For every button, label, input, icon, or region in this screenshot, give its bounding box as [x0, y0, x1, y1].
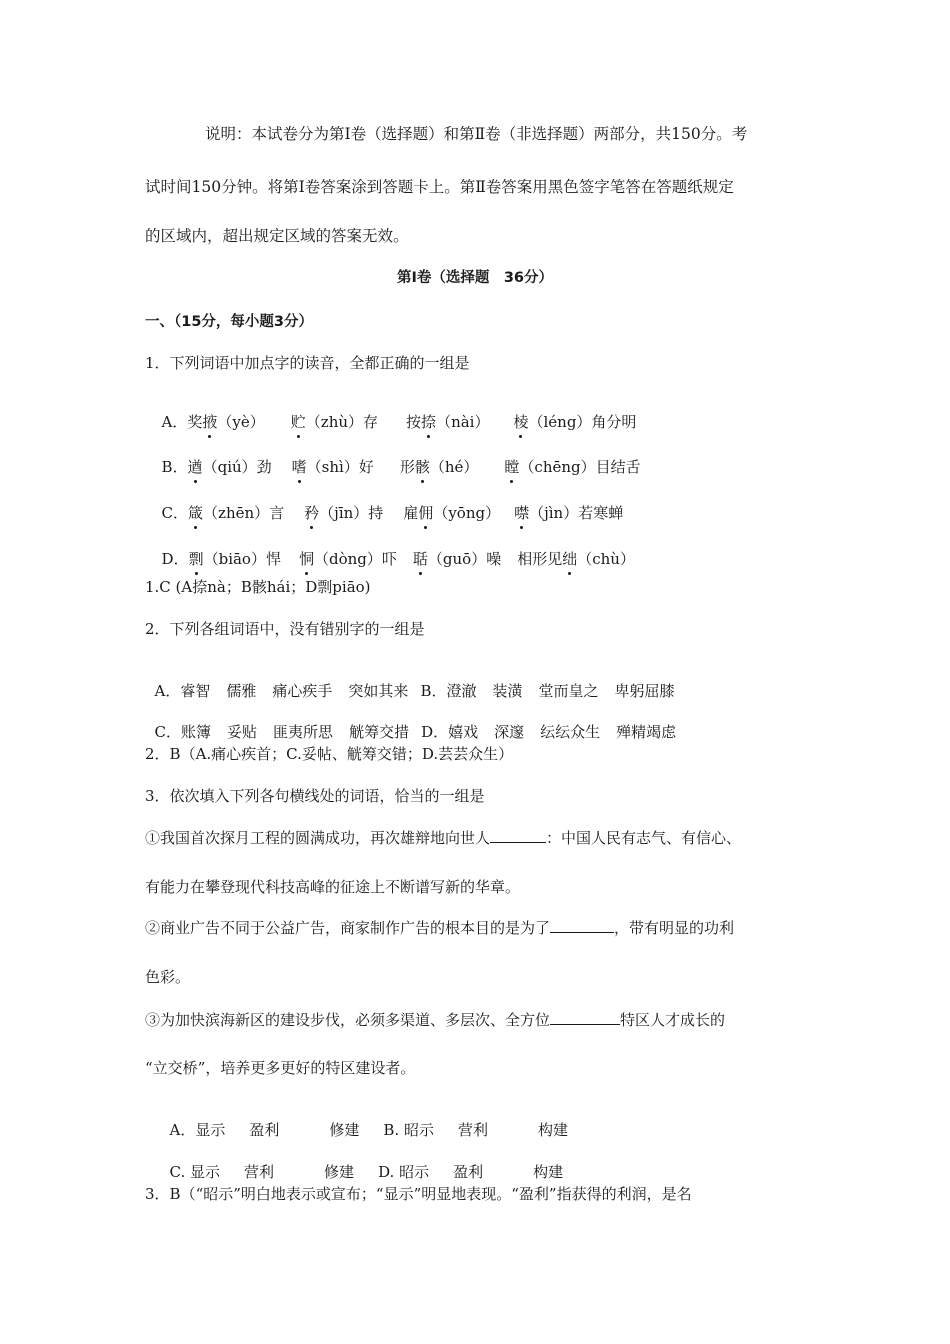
q3-stem: 3．依次填入下列各句横线处的词语，恰当的一组是	[145, 787, 485, 805]
q3-option: 营利	[457, 1121, 488, 1139]
intro-line-1: 说明：本试卷分为第Ⅰ卷（选择题）和第Ⅱ卷（非选择题）两部分，共150分。考	[205, 125, 748, 143]
q3-option: D. 昭示	[378, 1163, 430, 1181]
dotted-char: 佣	[418, 504, 434, 522]
dotted-char: 捺	[421, 413, 437, 431]
q3-sentence-2	[145, 918, 734, 938]
answer-blank	[490, 828, 546, 843]
pinyin: （léng）角分明	[528, 413, 637, 431]
option-label: C．	[161, 504, 189, 522]
q3-option: 营利	[244, 1163, 275, 1181]
pinyin: （jìn）若寒蝉	[529, 504, 624, 522]
dotted-char: 聒	[412, 550, 428, 568]
q3-options-cd	[160, 1142, 563, 1182]
pinyin: （zhù）存	[305, 413, 379, 431]
word-part: 雇	[403, 504, 419, 522]
pinyin: （biāo）悍	[203, 550, 281, 568]
q3-options-ab	[160, 1100, 568, 1140]
q2-stem: 2．下列各组词语中，没有错别字的一组是	[145, 620, 425, 638]
q2-word: 儒雅	[226, 682, 257, 700]
dotted-char: 掖	[202, 413, 218, 431]
option-label: A．	[161, 413, 188, 431]
q2-word: 堂而皇之	[538, 682, 599, 700]
sentence-text: ②商业广告不同于公益广告，商家制作广告的根本目的是为了	[145, 919, 551, 937]
q2-word: A．睿智	[154, 682, 211, 700]
word-part: 相形见	[517, 550, 563, 568]
sentence-text: 特区人才成长的	[620, 1011, 726, 1029]
pinyin: （zhēn）言	[203, 504, 285, 522]
pinyin: （jīn）持	[319, 504, 384, 522]
q3-sentence-1	[145, 828, 741, 848]
q2-word: 妥贴	[227, 723, 258, 741]
q3-sentence-2-cont: 色彩。	[145, 968, 191, 986]
q3-option: B. 昭示	[383, 1121, 434, 1139]
q3-sentence-1-cont: 有能力在攀登现代科技高峰的征途上不断谱写新的华章。	[145, 878, 521, 896]
answer-blank	[550, 1010, 620, 1025]
dotted-char: 噤	[514, 504, 530, 522]
q2-word: D．嬉戏	[421, 723, 479, 741]
sentence-text: ③为加快滨海新区的建设步伐，必须多渠道、多层次、全方位	[145, 1011, 551, 1029]
dotted-char: 绌	[562, 550, 578, 568]
option-label: D．	[161, 550, 189, 568]
q2-row-2	[145, 702, 676, 742]
q3-option: 盈利	[249, 1121, 280, 1139]
pinyin: （hé）	[429, 458, 479, 476]
q1-option-a	[152, 392, 636, 432]
q3-sentence-3	[145, 1010, 725, 1030]
dotted-char: 嗜	[291, 458, 307, 476]
pinyin: （guō）噪	[427, 550, 502, 568]
q2-answer: 2．B（A.痛心疾首；C.妥帖、觥筹交错；D.芸芸众生）	[145, 745, 514, 763]
dotted-char: 骸	[414, 458, 430, 476]
word-part: 奖	[187, 413, 203, 431]
q3-answer: 3．B（“昭示”明白地表示或宣布；“显示”明显地表现。“盈利”指获得的利润，是名	[145, 1185, 692, 1203]
q2-word: 觥筹交措	[349, 723, 410, 741]
pinyin: （nài）	[436, 413, 490, 431]
q3-option: 盈利	[453, 1163, 484, 1181]
q3-option: A．显示	[169, 1121, 226, 1139]
intro-line-2: 试时间150分钟。将第Ⅰ卷答案涂到答题卡上。第Ⅱ卷答案用黑色签字笔答在答题纸规定	[145, 178, 734, 196]
dotted-char: 棱	[513, 413, 529, 431]
q3-option: 构建	[538, 1121, 569, 1139]
pinyin: （dòng）吓	[313, 550, 397, 568]
part-heading: 一、（15分，每小题3分）	[145, 314, 314, 330]
word-part: 按	[406, 413, 422, 431]
dotted-char: 恫	[298, 550, 314, 568]
dotted-char: 箴	[188, 504, 204, 522]
q3-sentence-3-cont: “立交桥”，培养更多更好的特区建设者。	[145, 1059, 416, 1077]
dotted-char: 贮	[290, 413, 306, 431]
pinyin: （yōng）	[433, 504, 501, 522]
q2-word: 纭纭众生	[540, 723, 601, 741]
dotted-char: 剽	[188, 550, 204, 568]
q2-word: 卑躬屈膝	[614, 682, 675, 700]
intro-line-3: 的区域内，超出规定区域的答案无效。	[145, 227, 409, 245]
dotted-char: 矜	[304, 504, 320, 522]
q1-option-d	[152, 529, 635, 569]
q3-option: 修建	[329, 1121, 360, 1139]
q1-option-c	[152, 483, 623, 523]
section-title: 第Ⅰ卷（选择题 36分）	[396, 270, 554, 286]
q2-word: B．澄澈	[420, 682, 477, 700]
q1-option-b	[152, 437, 641, 477]
q2-word: 匪夷所思	[273, 723, 334, 741]
sentence-text: ：中国人民有志气、有信心、	[546, 829, 742, 847]
q3-option: 构建	[533, 1163, 564, 1181]
q2-word: 深邃	[494, 723, 525, 741]
q3-option: C. 显示	[169, 1163, 221, 1181]
option-label: B．	[161, 458, 188, 476]
dotted-char: 瞠	[504, 458, 520, 476]
pinyin: （qiú）劲	[202, 458, 272, 476]
q1-answer: 1.C (A捺nà；B骸hái；D剽piāo)	[145, 578, 371, 596]
q2-word: 装潢	[492, 682, 523, 700]
pinyin: （yè）	[217, 413, 265, 431]
q2-word: C．账簿	[154, 723, 212, 741]
q2-word: 突如其来	[348, 682, 409, 700]
sentence-text: ①我国首次探月工程的圆满成功，再次雄辩地向世人	[145, 829, 491, 847]
sentence-text: ，带有明显的功利	[614, 919, 735, 937]
q2-row-1	[145, 661, 675, 701]
q1-stem: 1．下列词语中加点字的读音，全都正确的一组是	[145, 354, 470, 372]
q2-word: 殚精竭虑	[616, 723, 677, 741]
word-part: 形	[399, 458, 415, 476]
answer-blank	[550, 918, 614, 933]
q3-option: 修建	[324, 1163, 355, 1181]
pinyin: （shì）好	[306, 458, 374, 476]
pinyin: （chēng）目结舌	[519, 458, 641, 476]
pinyin: （chù）	[577, 550, 635, 568]
dotted-char: 遒	[187, 458, 203, 476]
q2-word: 痛心疾手	[272, 682, 333, 700]
